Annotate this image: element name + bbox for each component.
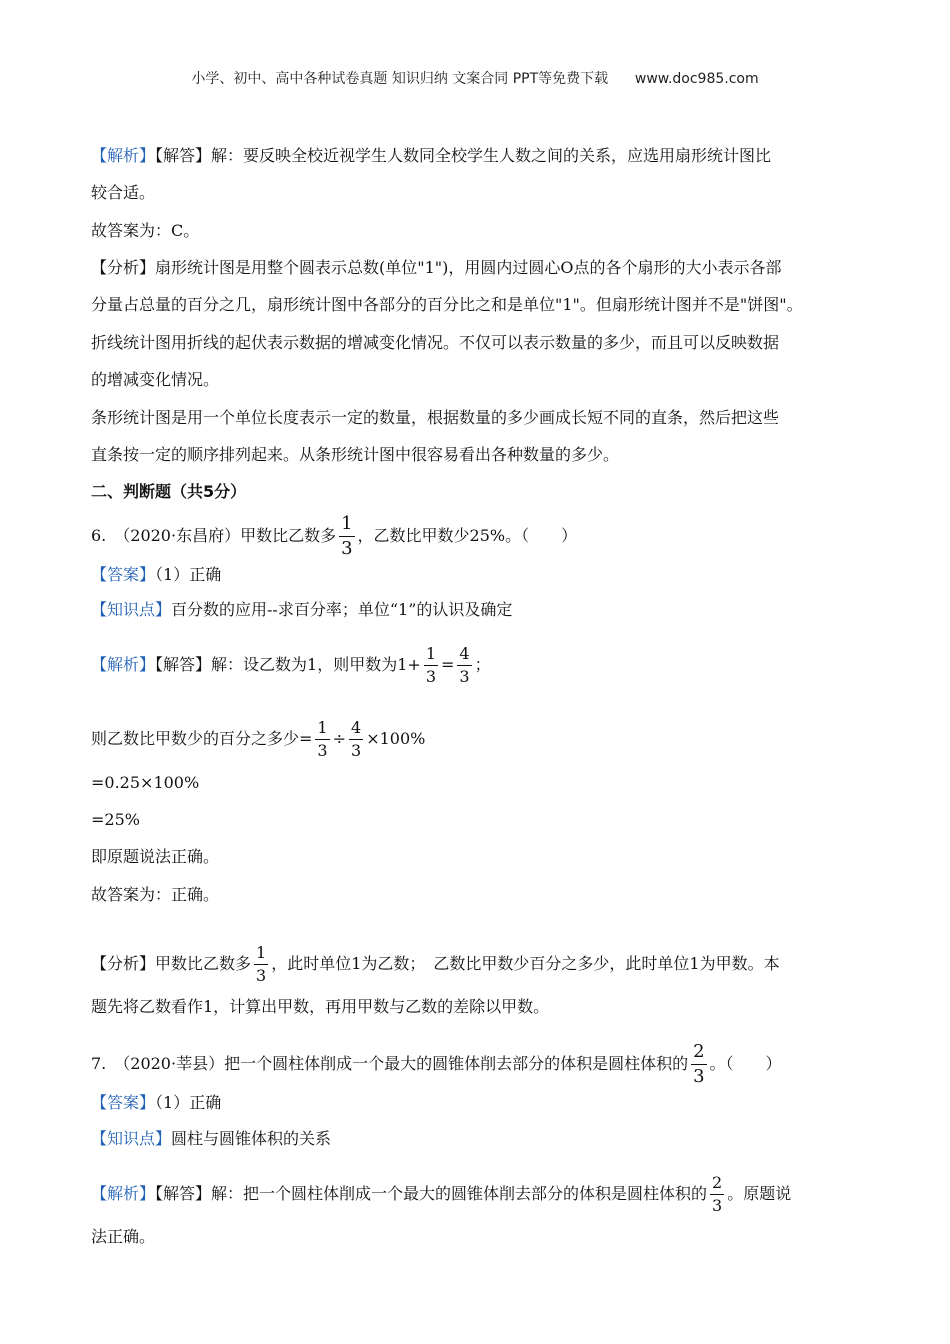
q6-sol-3: =0.25×100% xyxy=(91,773,200,792)
frac-num: 1 xyxy=(339,515,354,537)
q7-sol1-b: 。原题说 xyxy=(727,1184,792,1203)
q7-stem xyxy=(91,1043,782,1086)
q7-sol-2: 法正确。 xyxy=(91,1227,156,1246)
q7-knowledge xyxy=(91,1128,331,1150)
q7-suffix: 。（ ） xyxy=(709,1054,782,1073)
tag-knowledge: 【知识点】 xyxy=(91,600,172,619)
q7-answer xyxy=(91,1092,221,1114)
tag-jieda: 【解答】 xyxy=(155,146,212,165)
q6-analysis-1 xyxy=(91,945,780,984)
frac-den: 3 xyxy=(425,667,436,686)
sec5-line-8: 条形统计图是用一个单位长度表示一定的数量，根据数量的多少画成长短不同的直条，然后把这些 xyxy=(91,408,780,427)
frac-den: 3 xyxy=(341,538,353,559)
sec5-line-3: 故答案为：C。 xyxy=(91,221,200,240)
q6-suffix: ，乙数比甲数少25%。（ ） xyxy=(357,526,578,545)
q6-prefix: 6. （2020·东昌府）甲数比乙数多 xyxy=(91,526,337,545)
fraction xyxy=(349,720,363,759)
tag-jieda: 【解答】 xyxy=(155,1184,212,1203)
header-url: www.doc985.com xyxy=(634,71,759,87)
fraction xyxy=(315,720,329,759)
q6-answer-text: （1）正确 xyxy=(155,565,222,584)
frac-den: 3 xyxy=(351,741,362,760)
frac-den: 3 xyxy=(256,966,267,985)
sec5-line-7: 的增减变化情况。 xyxy=(91,370,220,389)
frac-den: 3 xyxy=(712,1196,723,1215)
q6-sol1-b: = xyxy=(441,655,455,674)
q6-sol-4: =25% xyxy=(91,810,140,829)
q6-sol2-a: 则乙数比甲数少的百分之多少= xyxy=(91,729,313,748)
q6-stem xyxy=(91,515,577,558)
q6-sol2-b: ÷ xyxy=(332,729,347,748)
fraction xyxy=(691,1043,706,1086)
header-text: 小学、初中、高中各种试卷真题 知识归纳 文案合同 PPT等免费下载 xyxy=(191,71,609,87)
tag-jieda: 【解答】 xyxy=(155,655,212,674)
q6-knowledge-text: 百分数的应用--求百分率；单位“1”的认识及确定 xyxy=(171,600,513,619)
q6-answer xyxy=(91,564,221,586)
tag-fenxi: 【分析】 xyxy=(91,954,156,973)
frac-den: 3 xyxy=(317,741,328,760)
frac-den: 3 xyxy=(459,667,470,686)
frac-num: 1 xyxy=(315,720,329,740)
q6-sol2-c: ×100% xyxy=(366,729,426,748)
section-title: 二、判断题（共5分） xyxy=(91,482,247,501)
q6-sol-2 xyxy=(91,720,425,759)
q6-sol1-a: 解：设乙数为1，则甲数为1+ xyxy=(211,655,421,674)
fraction xyxy=(710,1175,724,1214)
fraction xyxy=(424,646,438,685)
q7-sol-1 xyxy=(91,1175,791,1214)
tag-daan: 【答案】 xyxy=(91,565,156,584)
sec5-line-5: 分量占总量的百分之几，扇形统计图中各部分的百分比之和是单位"1"。但扇形统计图并不是"饼图"。 xyxy=(91,295,803,314)
page-header xyxy=(0,68,950,88)
q6-sol1-c: ； xyxy=(474,655,491,674)
frac-num: 2 xyxy=(710,1175,724,1195)
tag-fenxi: 【分析】 xyxy=(91,258,156,277)
q6-ana1-a: 甲数比乙数多 xyxy=(155,954,252,973)
sec5-line-2: 较合适。 xyxy=(91,183,156,202)
tag-jiexi: 【解析】 xyxy=(91,655,156,674)
sec5-line-1 xyxy=(91,145,771,167)
fraction xyxy=(457,646,471,685)
frac-num: 4 xyxy=(457,646,471,666)
frac-num: 1 xyxy=(424,646,438,666)
fraction xyxy=(339,515,354,558)
frac-num: 2 xyxy=(691,1043,706,1065)
tag-daan: 【答案】 xyxy=(91,1093,156,1112)
tag-jiexi: 【解析】 xyxy=(91,1184,156,1203)
q7-answer-text: （1）正确 xyxy=(155,1093,222,1112)
q6-sol-1 xyxy=(91,646,491,685)
sec5-line-9: 直条按一定的顺序排列起来。从条形统计图中很容易看出各种数量的多少。 xyxy=(91,445,620,464)
tag-jiexi: 【解析】 xyxy=(91,146,156,165)
q6-sol-6: 故答案为：正确。 xyxy=(91,885,220,904)
fraction xyxy=(254,945,268,984)
sec5-text-4: 扇形统计图是用整个圆表示总数(单位"1")，用圆内过圆心O点的各个扇形的大小表示各部 xyxy=(155,258,782,277)
q6-sol-5: 即原题说法正确。 xyxy=(91,847,220,866)
tag-knowledge: 【知识点】 xyxy=(91,1129,172,1148)
q7-sol1-a: 解：把一个圆柱体削成一个最大的圆锥体削去部分的体积是圆柱体积的 xyxy=(211,1184,708,1203)
q6-knowledge xyxy=(91,599,512,621)
q6-ana1-b: ，此时单位1为乙数； 乙数比甲数少百分之多少，此时单位1为甲数。本 xyxy=(271,954,780,973)
q7-knowledge-text: 圆柱与圆锥体积的关系 xyxy=(171,1129,332,1148)
sec5-line-6: 折线统计图用折线的起伏表示数据的增减变化情况。不仅可以表示数量的多少，而且可以反映数据 xyxy=(91,333,780,352)
sec5-text-1: 解：要反映全校近视学生人数同全校学生人数之间的关系，应选用扇形统计图比 xyxy=(211,146,772,165)
sec5-line-4 xyxy=(91,257,782,279)
frac-num: 4 xyxy=(349,720,363,740)
frac-num: 1 xyxy=(254,945,268,965)
q7-prefix: 7. （2020·莘县）把一个圆柱体削成一个最大的圆锥体削去部分的体积是圆柱体积的 xyxy=(91,1054,689,1073)
q6-analysis-2: 题先将乙数看作1，计算出甲数，再用甲数与乙数的差除以甲数。 xyxy=(91,997,550,1016)
frac-den: 3 xyxy=(693,1066,705,1087)
